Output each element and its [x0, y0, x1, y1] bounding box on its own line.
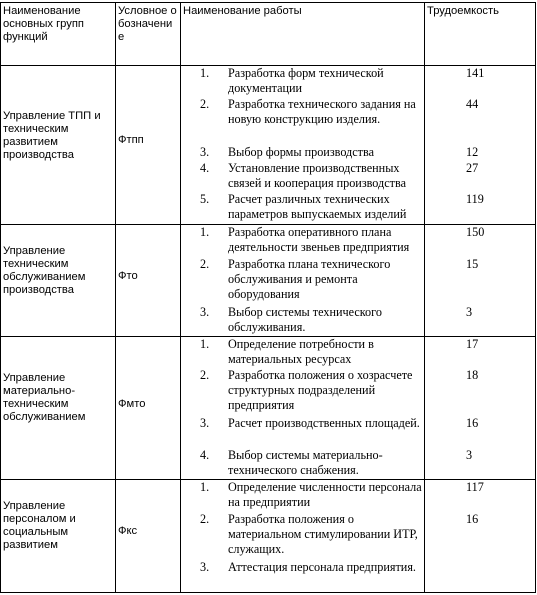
table-border-right	[535, 2, 536, 593]
header-group-functions: Наименование основных групп функций	[3, 5, 84, 43]
labor-value: 117	[466, 480, 484, 494]
labor-value: 119	[466, 192, 484, 206]
item-number: 5.	[200, 192, 210, 206]
list-item	[200, 337, 209, 352]
table-border-bottom	[0, 592, 536, 593]
designation-code: Фкс	[118, 525, 138, 537]
header-work-name: Наименование работы	[183, 5, 302, 17]
table-border-top	[0, 2, 536, 3]
labor-value: 150	[466, 225, 485, 239]
labor-value: 44	[466, 97, 479, 111]
list-item	[200, 66, 209, 81]
group-name: Управление техническим обслуживанием производства	[3, 245, 86, 296]
labor-value: 15	[466, 257, 479, 271]
labor-value: 3	[466, 305, 473, 319]
work-text: Определение численности персонала на предприятии	[228, 480, 422, 509]
list-item	[200, 480, 209, 495]
work-text: Выбор формы производства	[228, 145, 374, 159]
labor-value: 27	[466, 161, 479, 175]
group-name: Управление материально-техническим обслуживанием	[3, 372, 86, 423]
item-number: 1.	[200, 480, 210, 494]
item-number: 3.	[200, 416, 210, 430]
labor-value: 17	[466, 337, 479, 351]
work-text: Разработка плана технического обслуживания и ремонта оборудования	[228, 257, 391, 301]
list-item	[200, 305, 209, 320]
work-text: Выбор системы технического обслуживания.	[228, 305, 382, 334]
item-number: 2.	[200, 97, 210, 111]
item-number: 1.	[200, 66, 210, 80]
work-text: Выбор системы материально-технического снабжения.	[228, 448, 383, 477]
labor-value: 16	[466, 416, 479, 430]
list-item	[200, 560, 209, 575]
work-text: Расчет производственных площадей.	[228, 416, 420, 430]
labor-value: 16	[466, 512, 479, 526]
list-item	[200, 448, 209, 463]
list-item	[200, 97, 209, 112]
work-text: Разработка положения о материальном стимулировании ИТР, служащих.	[228, 512, 418, 556]
column-divider	[180, 2, 181, 593]
list-item	[200, 192, 209, 207]
work-text: Разработка форм технической документации	[228, 66, 384, 95]
work-text: Разработка оперативного плана деятельности звеньев предприятия	[228, 225, 410, 254]
header-designation: Условное обозначение	[118, 5, 177, 43]
table-border-left	[0, 2, 1, 593]
item-number: 2.	[200, 512, 210, 526]
item-number: 4.	[200, 161, 210, 175]
item-number: 3.	[200, 305, 210, 319]
list-item	[200, 225, 209, 240]
item-number: 3.	[200, 560, 210, 574]
work-text: Определение потребности в материальных ресурсах	[228, 337, 374, 366]
list-item	[200, 257, 209, 272]
item-number: 2.	[200, 368, 210, 382]
list-item	[200, 368, 209, 383]
work-text: Установление производственных связей и кооперация производства	[228, 161, 406, 190]
item-number: 1.	[200, 337, 210, 351]
labor-value: 141	[466, 66, 485, 80]
designation-code: Фмто	[118, 398, 146, 410]
work-text: Разработка положения о хозрасчете структурных подразделений предприятия	[228, 368, 413, 412]
item-number: 2.	[200, 257, 210, 271]
work-text: Аттестация персонала предприятия.	[228, 560, 416, 574]
group-name: Управление персоналом и социальным развитием	[3, 500, 76, 551]
item-number: 3.	[200, 145, 210, 159]
labor-value: 18	[466, 368, 479, 382]
labor-value: 3	[466, 448, 473, 462]
list-item	[200, 416, 209, 431]
labor-value: 12	[466, 145, 479, 159]
work-text: Разработка технического задания на новую конструкцию изделия.	[228, 97, 416, 126]
designation-code: Фтпп	[118, 134, 144, 146]
group-name: Управление ТПП и техническим развитием производства	[3, 110, 101, 161]
designation-code: Фто	[118, 270, 138, 282]
list-item	[200, 161, 209, 176]
column-divider	[115, 2, 116, 593]
item-number: 1.	[200, 225, 210, 239]
work-text: Расчет различных технических параметров выпускаемых изделий	[228, 192, 407, 221]
item-number: 4.	[200, 448, 210, 462]
list-item	[200, 145, 209, 160]
list-item	[200, 512, 209, 527]
header-labor-intensity: Трудоемкость	[427, 5, 499, 17]
